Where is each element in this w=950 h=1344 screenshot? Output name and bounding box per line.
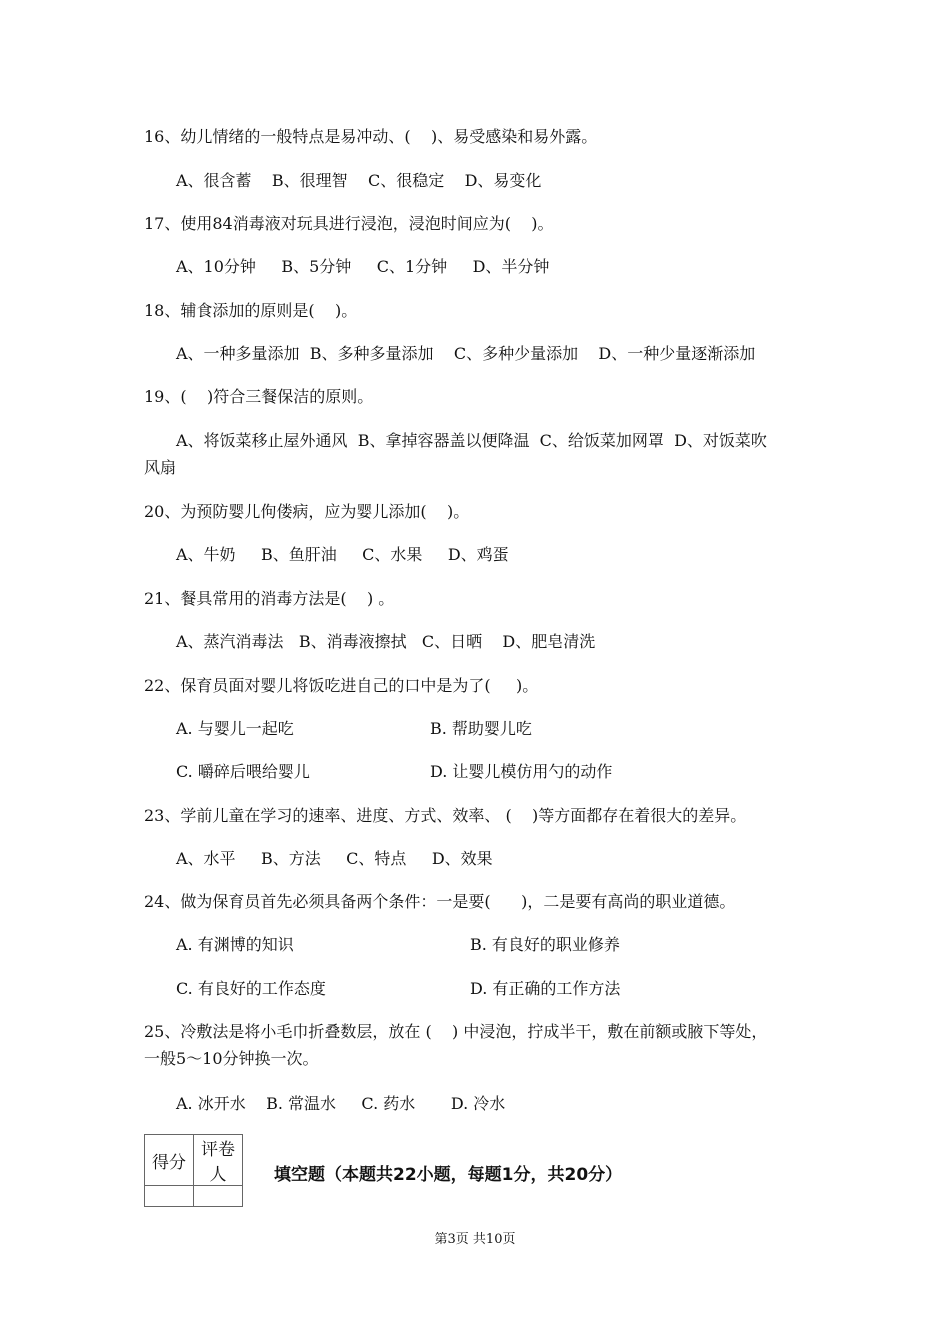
q19-stem: 19、( )符合三餐保洁的原则。: [144, 387, 374, 406]
q17-options: A、10分钟 B、5分钟 C、1分钟 D、半分钟: [176, 257, 550, 276]
q21-stem: 21、餐具常用的消毒方法是( ) 。: [144, 589, 395, 608]
q25-continuation: 一般5～10分钟换一次。: [144, 1049, 319, 1068]
q22-option-d: D. 让婴儿模仿用勺的动作: [430, 762, 613, 781]
q20-options: A、牛奶 B、鱼肝油 C、水果 D、鸡蛋: [176, 545, 509, 564]
score-box: [144, 1134, 243, 1207]
q22-stem: 22、保育员面对婴儿将饭吃进自己的口中是为了( )。: [144, 676, 539, 695]
page-footer: 第3页 共10页: [434, 1232, 516, 1247]
q21-options: A、蒸汽消毒法 B、消毒液擦拭 C、日晒 D、肥皂清洗: [176, 632, 596, 651]
score-cell: [145, 1186, 194, 1207]
reviewer-label: 评卷人: [194, 1135, 243, 1186]
section-title: 填空题（本题共22小题，每题1分，共20分）: [274, 1165, 623, 1185]
q17-stem: 17、使用84消毒液对玩具进行浸泡，浸泡时间应为( )。: [144, 214, 554, 233]
q24-option-b: B. 有良好的职业修养: [470, 935, 620, 954]
q16-stem: 16、幼儿情绪的一般特点是易冲动、( )、易受感染和易外露。: [144, 127, 598, 146]
q18-options: A、一种多量添加 B、多种多量添加 C、多种少量添加 D、一种少量逐渐添加: [176, 344, 756, 363]
reviewer-cell: [194, 1186, 243, 1207]
q25-options: A. 冰开水 B. 常温水 C. 药水 D. 冷水: [176, 1094, 506, 1113]
q24-option-c: C. 有良好的工作态度: [176, 979, 326, 998]
q25-stem: 25、冷敷法是将小毛巾折叠数层，放在 ( ) 中浸泡，拧成半干，敷在前额或腋下等处，: [144, 1022, 768, 1041]
q19-continuation: 风扇: [144, 458, 177, 477]
q16-options: A、很含蓄 B、很理智 C、很稳定 D、易变化: [176, 171, 542, 190]
q18-stem: 18、辅食添加的原则是( )。: [144, 301, 358, 320]
q24-option-a: A. 有渊博的知识: [176, 935, 294, 954]
q22-option-b: B. 帮助婴儿吃: [430, 719, 532, 738]
score-label: 得分: [145, 1135, 194, 1186]
q23-stem: 23、学前儿童在学习的速率、进度、方式、效率、 ( )等方面都存在着很大的差异。: [144, 806, 747, 825]
q22-option-a: A. 与婴儿一起吃: [176, 719, 294, 738]
q19-options: A、将饭菜移止屋外通风 B、拿掉容器盖以便降温 C、给饭菜加网罩 D、对饭菜吹: [176, 431, 767, 450]
q22-option-c: C. 嚼碎后喂给婴儿: [176, 762, 310, 781]
q23-options: A、水平 B、方法 C、特点 D、效果: [176, 849, 493, 868]
q20-stem: 20、为预防婴儿佝偻病，应为婴儿添加( )。: [144, 502, 470, 521]
q24-stem: 24、做为保育员首先必须具备两个条件：一是要( )，二是要有高尚的职业道德。: [144, 892, 736, 911]
q24-option-d: D. 有正确的工作方法: [470, 979, 621, 998]
